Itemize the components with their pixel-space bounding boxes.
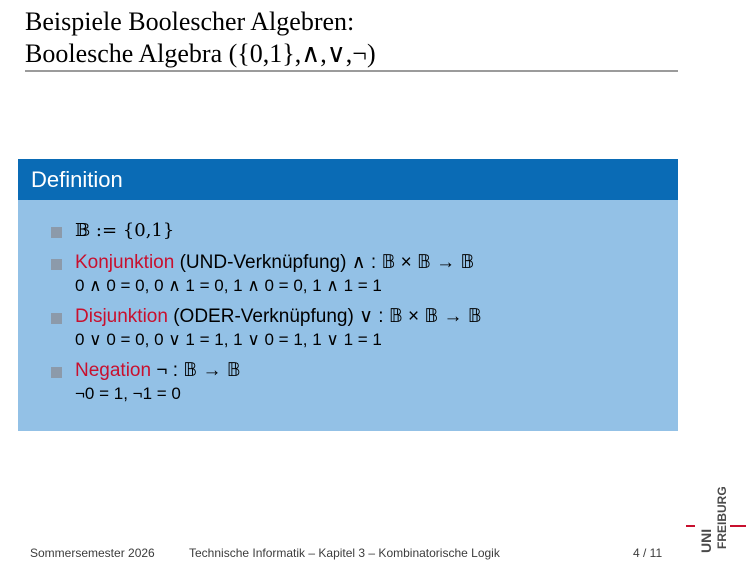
list-item-bool-set	[51, 219, 668, 243]
slide-title-line-2: Boolesche Algebra ({0,1},∧,∨,¬)	[25, 39, 376, 68]
negation-truth-values: ¬0 = 1, ¬1 = 0	[75, 384, 181, 403]
disjunction-term: Disjunktion	[75, 306, 168, 327]
logo-accent-left	[686, 525, 695, 527]
university-logo	[686, 483, 748, 555]
disjunction-truth-values: 0 ∨ 0 = 0, 0 ∨ 1 = 1, 1 ∨ 0 = 1, 1 ∨ 1 = 1	[75, 330, 382, 349]
conjunction-signature: (UND-Verknüpfung) ∧ : 𝔹 × 𝔹 → 𝔹	[174, 252, 475, 273]
footer-course: Technische Informatik – Kapitel 3 – Kombinatorische Logik	[189, 546, 500, 560]
bullet-icon	[51, 259, 62, 270]
bullet-icon	[51, 313, 62, 324]
disjunction-signature: (ODER-Verknüpfung) ∨ : 𝔹 × 𝔹 → 𝔹	[167, 306, 482, 327]
list-item-negation	[51, 359, 668, 405]
logo-uni-text: UNI	[698, 528, 714, 553]
negation-definition	[75, 359, 668, 383]
logo-freiburg-text: FREIBURG	[715, 486, 729, 549]
negation-signature: ¬ : 𝔹 → 𝔹	[151, 360, 241, 381]
list-item-disjunction	[51, 305, 668, 351]
footer-semester: Sommersemester 2026	[30, 546, 155, 560]
logo-accent-right	[730, 525, 746, 527]
bullet-icon	[51, 367, 62, 378]
conjunction-term: Konjunktion	[75, 252, 175, 273]
list-item-conjunction	[51, 251, 668, 297]
title-divider	[25, 70, 678, 72]
definition-block	[18, 159, 678, 431]
slide-title	[25, 6, 376, 70]
conjunction-definition	[75, 251, 668, 275]
definition-heading: Definition	[18, 159, 678, 200]
slide-title-line-1: Beispiele Boolescher Algebren:	[25, 7, 355, 36]
definition-list	[51, 219, 668, 413]
conjunction-truth-values: 0 ∧ 0 = 0, 0 ∧ 1 = 0, 1 ∧ 0 = 0, 1 ∧ 1 = 1	[75, 276, 382, 295]
negation-term: Negation	[75, 360, 152, 381]
bullet-icon	[51, 227, 62, 238]
disjunction-definition	[75, 305, 668, 329]
footer-page-number: 4 / 11	[633, 546, 663, 560]
bool-set-definition: 𝔹 := {0,1}	[75, 220, 175, 241]
